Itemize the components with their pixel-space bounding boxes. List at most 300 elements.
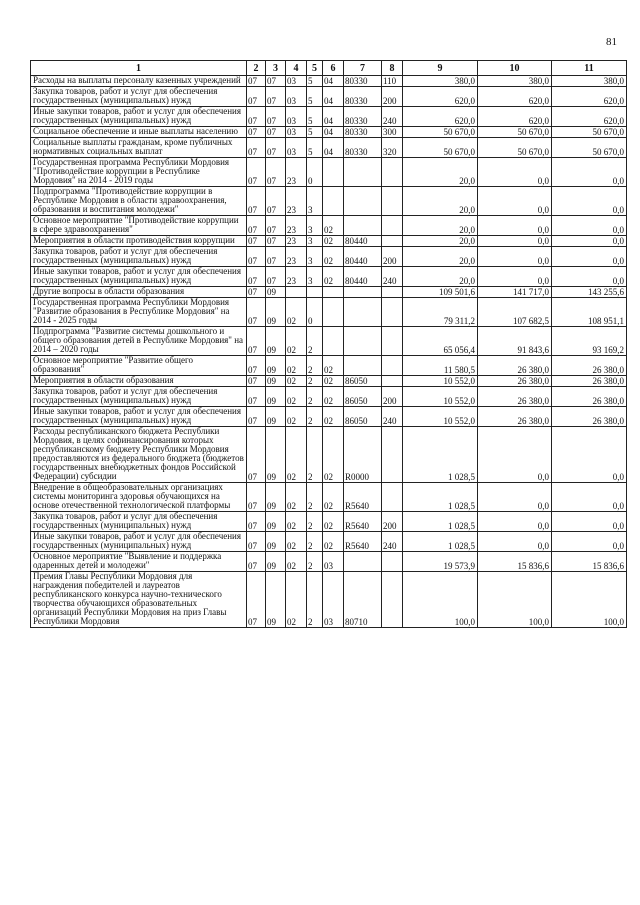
code-section: 07 [247,127,266,138]
code-subprogram: 2 [307,327,323,356]
amount-col-11: 0,0 [552,512,627,532]
amount-col-9: 1 028,5 [403,532,478,552]
code-subsection: 07 [266,216,286,236]
amount-col-11: 0,0 [552,247,627,267]
row-name: Подпрограмма "Развитие системы дошкольного и общего образования детей в Республике Мордовия" на 2014 – 2020 годы [31,327,247,356]
amount-col-11: 0,0 [552,532,627,552]
code-main-event: 02 [323,267,344,287]
row-name: Мероприятия в области образования [31,376,247,387]
code-main-event: 02 [323,376,344,387]
column-header: 6 [323,61,344,76]
amount-col-9: 100,0 [403,572,478,628]
code-direction: 86050 [344,387,382,407]
code-subsection: 07 [266,187,286,216]
code-expense-type [382,187,403,216]
code-subsection: 09 [266,427,286,483]
code-main-event: 02 [323,356,344,376]
code-program: 03 [286,107,307,127]
row-name: Расходы на выплаты персоналу казенных учреждений [31,76,247,87]
amount-col-11: 50 670,0 [552,127,627,138]
row-name: Иные закупки товаров, работ и услуг для обеспечения государственных (муниципальных) нужд [31,107,247,127]
amount-col-10: 0,0 [478,187,552,216]
table-row [31,532,627,552]
code-main-event [323,158,344,187]
table-row [31,287,627,298]
amount-col-9: 380,0 [403,76,478,87]
amount-col-11: 380,0 [552,76,627,87]
code-program: 03 [286,138,307,158]
code-subsection: 07 [266,76,286,87]
code-subsection: 07 [266,138,286,158]
column-header: 9 [403,61,478,76]
code-subprogram: 5 [307,107,323,127]
page-number: 81 [606,36,617,48]
row-name: Закупка товаров, работ и услуг для обеспечения государственных (муниципальных) нужд [31,387,247,407]
code-subprogram: 3 [307,187,323,216]
amount-col-10: 15 836,6 [478,552,552,572]
amount-col-10: 0,0 [478,512,552,532]
budget-table [30,60,627,628]
code-subprogram: 5 [307,127,323,138]
amount-col-11: 0,0 [552,236,627,247]
row-name: Социальное обеспечение и иные выплаты населению [31,127,247,138]
code-program: 03 [286,127,307,138]
code-direction: R0000 [344,427,382,483]
column-header: 4 [286,61,307,76]
amount-col-11: 26 380,0 [552,376,627,387]
code-main-event: 02 [323,512,344,532]
code-expense-type: 200 [382,512,403,532]
code-subprogram: 5 [307,76,323,87]
code-expense-type: 240 [382,267,403,287]
code-main-event: 04 [323,76,344,87]
code-section: 07 [247,387,266,407]
amount-col-11: 0,0 [552,216,627,236]
code-subsection: 09 [266,572,286,628]
code-subprogram: 0 [307,298,323,327]
amount-col-10: 0,0 [478,247,552,267]
amount-col-11: 26 380,0 [552,356,627,376]
amount-col-11: 0,0 [552,483,627,512]
code-expense-type [382,216,403,236]
amount-col-9: 19 573,9 [403,552,478,572]
code-section: 07 [247,187,266,216]
column-header: 2 [247,61,266,76]
code-main-event [323,187,344,216]
row-name: Закупка товаров, работ и услуг для обеспечения государственных (муниципальных) нужд [31,87,247,107]
amount-col-11: 620,0 [552,107,627,127]
code-subsection: 07 [266,127,286,138]
amount-col-9: 20,0 [403,216,478,236]
code-direction: 80330 [344,107,382,127]
amount-col-10: 380,0 [478,76,552,87]
code-main-event: 02 [323,427,344,483]
table-row [31,512,627,532]
table-row [31,376,627,387]
row-name: Закупка товаров, работ и услуг для обеспечения государственных (муниципальных) нужд [31,247,247,267]
code-direction: R5640 [344,532,382,552]
code-section: 07 [247,287,266,298]
code-subsection: 09 [266,298,286,327]
code-expense-type [382,327,403,356]
code-program: 02 [286,483,307,512]
code-subprogram: 2 [307,552,323,572]
code-subprogram: 3 [307,216,323,236]
amount-col-11: 100,0 [552,572,627,628]
row-name: Закупка товаров, работ и услуг для обеспечения государственных (муниципальных) нужд [31,512,247,532]
code-expense-type: 200 [382,87,403,107]
code-direction: 80330 [344,87,382,107]
code-expense-type [382,427,403,483]
amount-col-10: 50 670,0 [478,138,552,158]
code-main-event: 03 [323,552,344,572]
code-subprogram: 2 [307,532,323,552]
table-row [31,483,627,512]
amount-col-9: 620,0 [403,107,478,127]
amount-col-11: 620,0 [552,87,627,107]
table-row [31,127,627,138]
code-subprogram: 5 [307,87,323,107]
amount-col-9: 620,0 [403,87,478,107]
row-name: Основное мероприятие "Выявление и поддержка одаренных детей и молодежи" [31,552,247,572]
code-direction [344,287,382,298]
code-expense-type [382,287,403,298]
code-subprogram: 2 [307,427,323,483]
code-expense-type [382,236,403,247]
amount-col-10: 0,0 [478,532,552,552]
code-direction: R5640 [344,483,382,512]
code-subsection: 09 [266,407,286,427]
amount-col-9: 20,0 [403,187,478,216]
code-program: 02 [286,532,307,552]
amount-col-10: 91 843,6 [478,327,552,356]
row-name: Иные закупки товаров, работ и услуг для обеспечения государственных (муниципальных) нужд [31,267,247,287]
code-section: 07 [247,158,266,187]
code-section: 07 [247,216,266,236]
code-subsection: 07 [266,267,286,287]
code-subsection: 09 [266,512,286,532]
code-direction: 80440 [344,267,382,287]
code-section: 07 [247,552,266,572]
amount-col-11: 0,0 [552,267,627,287]
code-main-event: 02 [323,236,344,247]
code-program: 03 [286,87,307,107]
code-section: 07 [247,327,266,356]
code-program: 02 [286,376,307,387]
amount-col-10: 141 717,0 [478,287,552,298]
code-program: 02 [286,387,307,407]
amount-col-9: 20,0 [403,267,478,287]
table-row [31,427,627,483]
code-subsection: 09 [266,376,286,387]
amount-col-9: 79 311,2 [403,298,478,327]
row-name: Иные закупки товаров, работ и услуг для обеспечения государственных (муниципальных) нужд [31,532,247,552]
code-expense-type [382,483,403,512]
code-expense-type: 240 [382,407,403,427]
code-direction: 86050 [344,407,382,427]
amount-col-11: 0,0 [552,158,627,187]
code-program: 23 [286,267,307,287]
code-subsection: 09 [266,552,286,572]
code-subsection: 07 [266,158,286,187]
table-row [31,247,627,267]
table-row [31,387,627,407]
amount-col-9: 109 501,6 [403,287,478,298]
code-main-event [323,298,344,327]
code-program [286,287,307,298]
code-main-event: 04 [323,87,344,107]
code-section: 07 [247,376,266,387]
row-name: Расходы республиканского бюджета Республики Мордовия, в целях софинансирования которых республиканскому бюджету Республики Мордовия предоставляются из федерального бюджета (бюджетов государственных внебюджетных фондов Российской Федерации) субсидии [31,427,247,483]
amount-col-10: 50 670,0 [478,127,552,138]
row-name: Мероприятия в области противодействия коррупции [31,236,247,247]
code-section: 07 [247,427,266,483]
code-program: 03 [286,76,307,87]
row-name: Основное мероприятие "Противодействие коррупции в сфере здравоохранения" [31,216,247,236]
table-row [31,87,627,107]
amount-col-10: 100,0 [478,572,552,628]
code-expense-type [382,298,403,327]
code-main-event: 02 [323,483,344,512]
amount-col-11: 0,0 [552,187,627,216]
code-expense-type [382,356,403,376]
row-name: Внедрение в общеобразовательных организациях системы мониторинга здоровья обучающихся на основе отечественной технологической платформы [31,483,247,512]
column-header: 10 [478,61,552,76]
code-section: 07 [247,356,266,376]
amount-col-10: 0,0 [478,236,552,247]
code-section: 07 [247,572,266,628]
code-subsection: 07 [266,107,286,127]
code-program: 02 [286,407,307,427]
code-direction: 86050 [344,376,382,387]
amount-col-10: 26 380,0 [478,356,552,376]
table-row [31,407,627,427]
amount-col-9: 10 552,0 [403,407,478,427]
code-subsection: 09 [266,287,286,298]
amount-col-9: 65 056,4 [403,327,478,356]
code-expense-type: 320 [382,138,403,158]
code-expense-type: 240 [382,532,403,552]
code-subprogram: 2 [307,356,323,376]
code-subsection: 07 [266,236,286,247]
table-row [31,236,627,247]
amount-col-10: 0,0 [478,216,552,236]
table-row [31,356,627,376]
row-name: Основное мероприятие "Развитие общего образования" [31,356,247,376]
code-main-event: 03 [323,572,344,628]
code-subprogram: 2 [307,483,323,512]
amount-col-9: 20,0 [403,236,478,247]
code-subsection: 09 [266,356,286,376]
code-main-event: 04 [323,138,344,158]
code-section: 07 [247,107,266,127]
row-name: Государственная программа Республики Мордовия "Развитие образования в Республике Мордовия" на 2014 - 2025 годы [31,298,247,327]
code-program: 23 [286,247,307,267]
row-name: Подпрограмма "Противодействие коррупции в Республике Мордовия в области здравоохранения, образования и воспитания молодежи" [31,187,247,216]
row-name: Государственная программа Республики Мордовия "Противодействие коррупции в Республике Мордовия" на 2014 - 2019 годы [31,158,247,187]
code-expense-type: 200 [382,247,403,267]
code-section: 07 [247,267,266,287]
code-main-event: 02 [323,387,344,407]
code-direction [344,216,382,236]
code-subsection: 09 [266,327,286,356]
amount-col-11: 108 951,1 [552,298,627,327]
code-subprogram: 2 [307,387,323,407]
table-row [31,216,627,236]
code-direction: 80330 [344,127,382,138]
amount-col-9: 1 028,5 [403,512,478,532]
row-name: Социальные выплаты гражданам, кроме публичных нормативных социальных выплат [31,138,247,158]
code-program: 23 [286,158,307,187]
amount-col-9: 1 028,5 [403,483,478,512]
code-section: 07 [247,532,266,552]
code-subprogram: 3 [307,247,323,267]
amount-col-10: 0,0 [478,427,552,483]
code-main-event: 04 [323,127,344,138]
amount-col-11: 15 836,6 [552,552,627,572]
amount-col-10: 26 380,0 [478,387,552,407]
code-subprogram: 3 [307,267,323,287]
code-section: 07 [247,483,266,512]
row-name: Премия Главы Республики Мордовия для награждения победителей и лауреатов республиканского конкурса научно-технического творчества обучающихся образовательных организаций Республики Мордовия на приз Главы Республики Мордовия [31,572,247,628]
amount-col-10: 26 380,0 [478,407,552,427]
amount-col-11: 0,0 [552,427,627,483]
amount-col-11: 26 380,0 [552,407,627,427]
code-main-event [323,287,344,298]
table-row [31,187,627,216]
column-header: 11 [552,61,627,76]
amount-col-10: 0,0 [478,158,552,187]
amount-col-9: 1 028,5 [403,427,478,483]
code-expense-type [382,158,403,187]
code-direction: R5640 [344,512,382,532]
code-subprogram: 2 [307,572,323,628]
code-direction: 80440 [344,236,382,247]
code-program: 02 [286,298,307,327]
column-header: 5 [307,61,323,76]
amount-col-10: 620,0 [478,107,552,127]
code-program: 02 [286,552,307,572]
code-expense-type [382,376,403,387]
code-subsection: 09 [266,387,286,407]
code-main-event [323,327,344,356]
code-program: 02 [286,572,307,628]
amount-col-11: 26 380,0 [552,387,627,407]
code-subsection: 09 [266,483,286,512]
amount-col-9: 20,0 [403,158,478,187]
amount-col-10: 107 682,5 [478,298,552,327]
code-program: 23 [286,216,307,236]
table-row [31,76,627,87]
code-direction: 80330 [344,138,382,158]
code-direction [344,187,382,216]
code-direction [344,158,382,187]
row-name: Другие вопросы в области образования [31,287,247,298]
table-row [31,267,627,287]
amount-col-9: 50 670,0 [403,127,478,138]
amount-col-10: 620,0 [478,87,552,107]
code-section: 07 [247,138,266,158]
code-direction: 80440 [344,247,382,267]
amount-col-10: 0,0 [478,483,552,512]
code-direction [344,327,382,356]
code-program: 02 [286,427,307,483]
code-subsection: 07 [266,247,286,267]
table-row [31,552,627,572]
code-program: 02 [286,327,307,356]
code-direction [344,298,382,327]
amount-col-9: 10 552,0 [403,387,478,407]
code-section: 07 [247,407,266,427]
column-header: 7 [344,61,382,76]
code-subprogram: 3 [307,236,323,247]
table-row [31,158,627,187]
column-header: 8 [382,61,403,76]
code-expense-type [382,552,403,572]
code-program: 23 [286,187,307,216]
amount-col-9: 10 552,0 [403,376,478,387]
code-expense-type: 200 [382,387,403,407]
code-direction [344,552,382,572]
code-expense-type [382,572,403,628]
code-expense-type: 300 [382,127,403,138]
code-subprogram: 5 [307,138,323,158]
code-program: 02 [286,356,307,376]
code-direction: 80710 [344,572,382,628]
table-row [31,572,627,628]
amount-col-11: 93 169,2 [552,327,627,356]
code-subprogram: 2 [307,407,323,427]
code-subprogram: 0 [307,158,323,187]
header-row [31,61,627,76]
column-header: 3 [266,61,286,76]
code-main-event: 02 [323,407,344,427]
amount-col-11: 50 670,0 [552,138,627,158]
amount-col-9: 50 670,0 [403,138,478,158]
column-header: 1 [31,61,247,76]
code-section: 07 [247,236,266,247]
code-expense-type: 110 [382,76,403,87]
amount-col-11: 143 255,6 [552,287,627,298]
code-main-event: 02 [323,247,344,267]
code-subprogram: 2 [307,376,323,387]
code-section: 07 [247,512,266,532]
amount-col-10: 0,0 [478,267,552,287]
amount-col-10: 26 380,0 [478,376,552,387]
code-subsection: 09 [266,532,286,552]
table-row [31,327,627,356]
amount-col-9: 11 580,5 [403,356,478,376]
table-row [31,298,627,327]
code-program: 23 [286,236,307,247]
code-section: 07 [247,247,266,267]
amount-col-9: 20,0 [403,247,478,267]
code-expense-type: 240 [382,107,403,127]
table-row [31,138,627,158]
code-subprogram: 2 [307,512,323,532]
code-main-event: 04 [323,107,344,127]
code-section: 07 [247,76,266,87]
code-subprogram [307,287,323,298]
code-main-event: 02 [323,216,344,236]
code-section: 07 [247,87,266,107]
code-program: 02 [286,512,307,532]
row-name: Иные закупки товаров, работ и услуг для обеспечения государственных (муниципальных) нужд [31,407,247,427]
code-main-event: 02 [323,532,344,552]
code-direction [344,356,382,376]
code-section: 07 [247,298,266,327]
table-row [31,107,627,127]
